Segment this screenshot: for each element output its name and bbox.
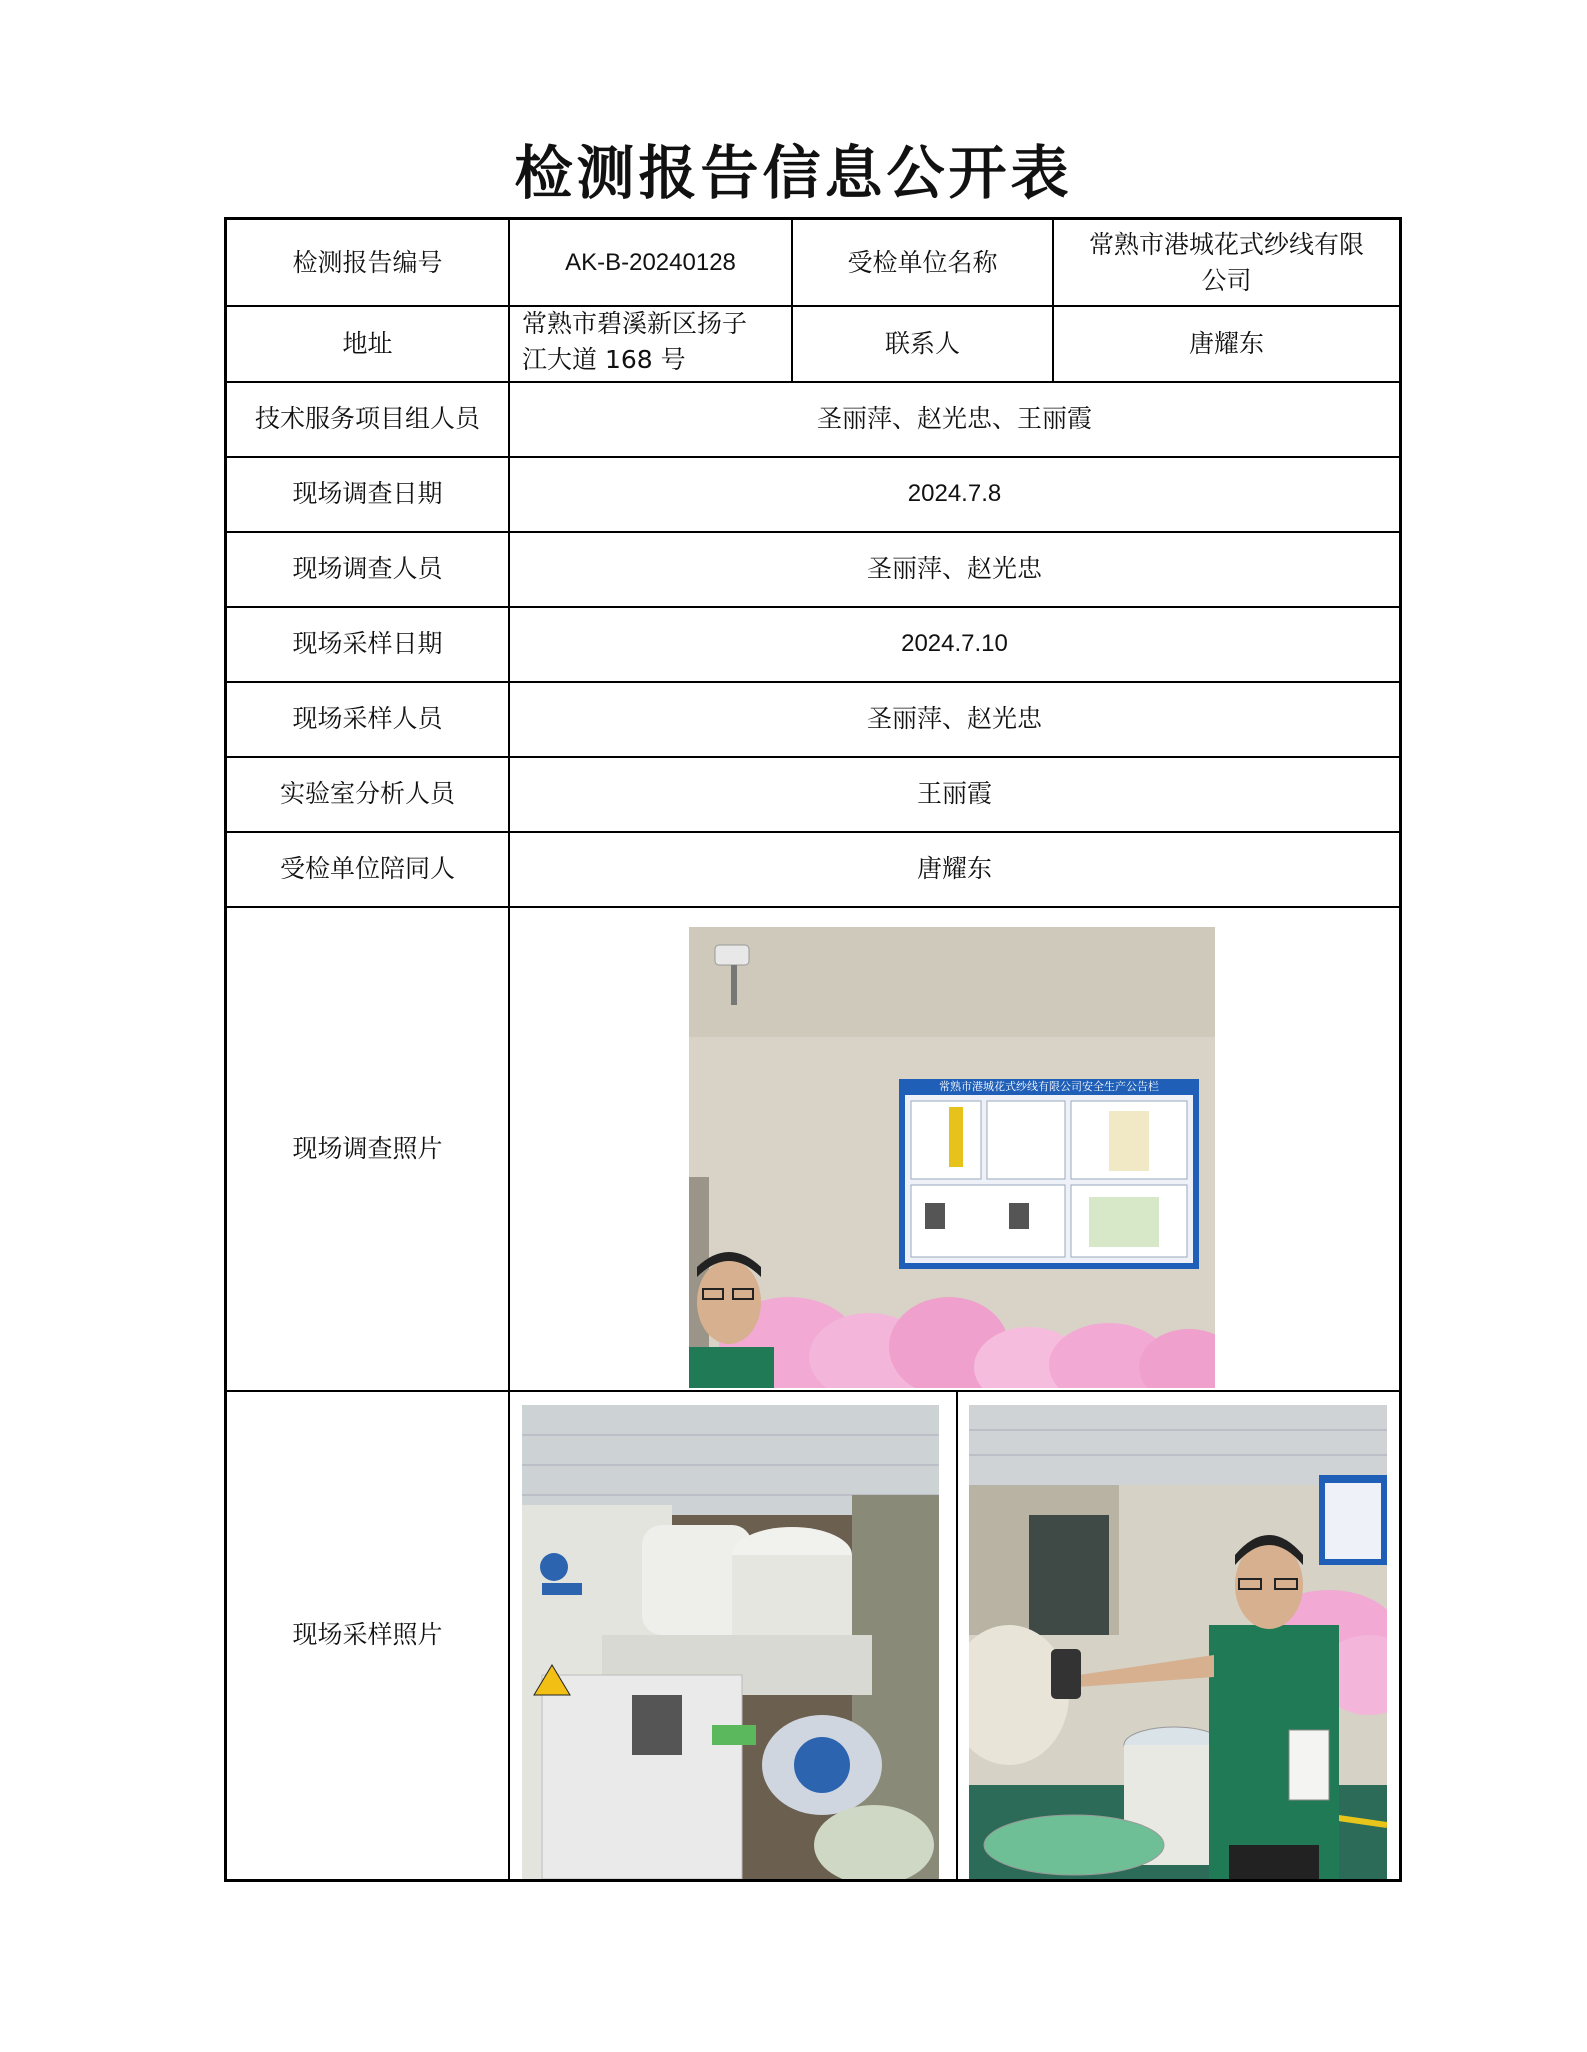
contact-label: 联系人 (884, 328, 960, 358)
sampling-photo-label: 现场采样照片 (292, 1620, 443, 1649)
lab-value: 王丽霞 (916, 779, 992, 808)
survey-photo (689, 927, 1215, 1388)
address-value (510, 306, 791, 381)
address-line1: 常熟市碧溪新区扬子 (522, 309, 748, 338)
board-title: 常熟市港城花式纱线有限公司安全生产公告栏 (939, 1080, 1159, 1093)
page-title: 检测报告信息公开表 (514, 139, 1073, 207)
survey-date-label: 现场调查日期 (292, 479, 443, 508)
survey-photo-label: 现场调查照片 (292, 1133, 443, 1163)
escort-label: 受检单位陪同人 (279, 854, 455, 883)
unit-name-value (1054, 220, 1399, 305)
sampling-date-label: 现场采样日期 (292, 629, 443, 658)
report-no-value: AK-B-20240128 (565, 248, 736, 276)
survey-date-value: 2024.7.8 (907, 480, 1002, 507)
unit-name-line2: 公司 (1201, 265, 1252, 295)
contact-value: 唐耀东 (1188, 328, 1264, 358)
surveyors-label: 现场调查人员 (292, 554, 443, 583)
address-line2: 江大道 168 号 (522, 345, 686, 374)
team-value: 圣丽萍、赵光忠、王丽霞 (816, 404, 1092, 433)
escort-value: 唐耀东 (916, 854, 992, 883)
info-table (224, 217, 1402, 1882)
address-label: 地址 (342, 328, 393, 358)
surveyors-value: 圣丽萍、赵光忠 (866, 554, 1042, 583)
sampling-photo-machine (522, 1405, 939, 1879)
unit-name-line1: 常熟市港城花式纱线有限 (1088, 229, 1364, 259)
sampling-date-value: 2024.7.10 (901, 630, 1008, 657)
samplers-value: 圣丽萍、赵光忠 (866, 704, 1042, 733)
unit-name-label: 受检单位名称 (847, 247, 998, 277)
sampling-photo-worker (969, 1405, 1387, 1879)
report-no-label: 检测报告编号 (292, 247, 443, 277)
lab-label: 实验室分析人员 (279, 779, 455, 808)
samplers-label: 现场采样人员 (292, 704, 443, 733)
team-label: 技术服务项目组人员 (254, 404, 480, 433)
